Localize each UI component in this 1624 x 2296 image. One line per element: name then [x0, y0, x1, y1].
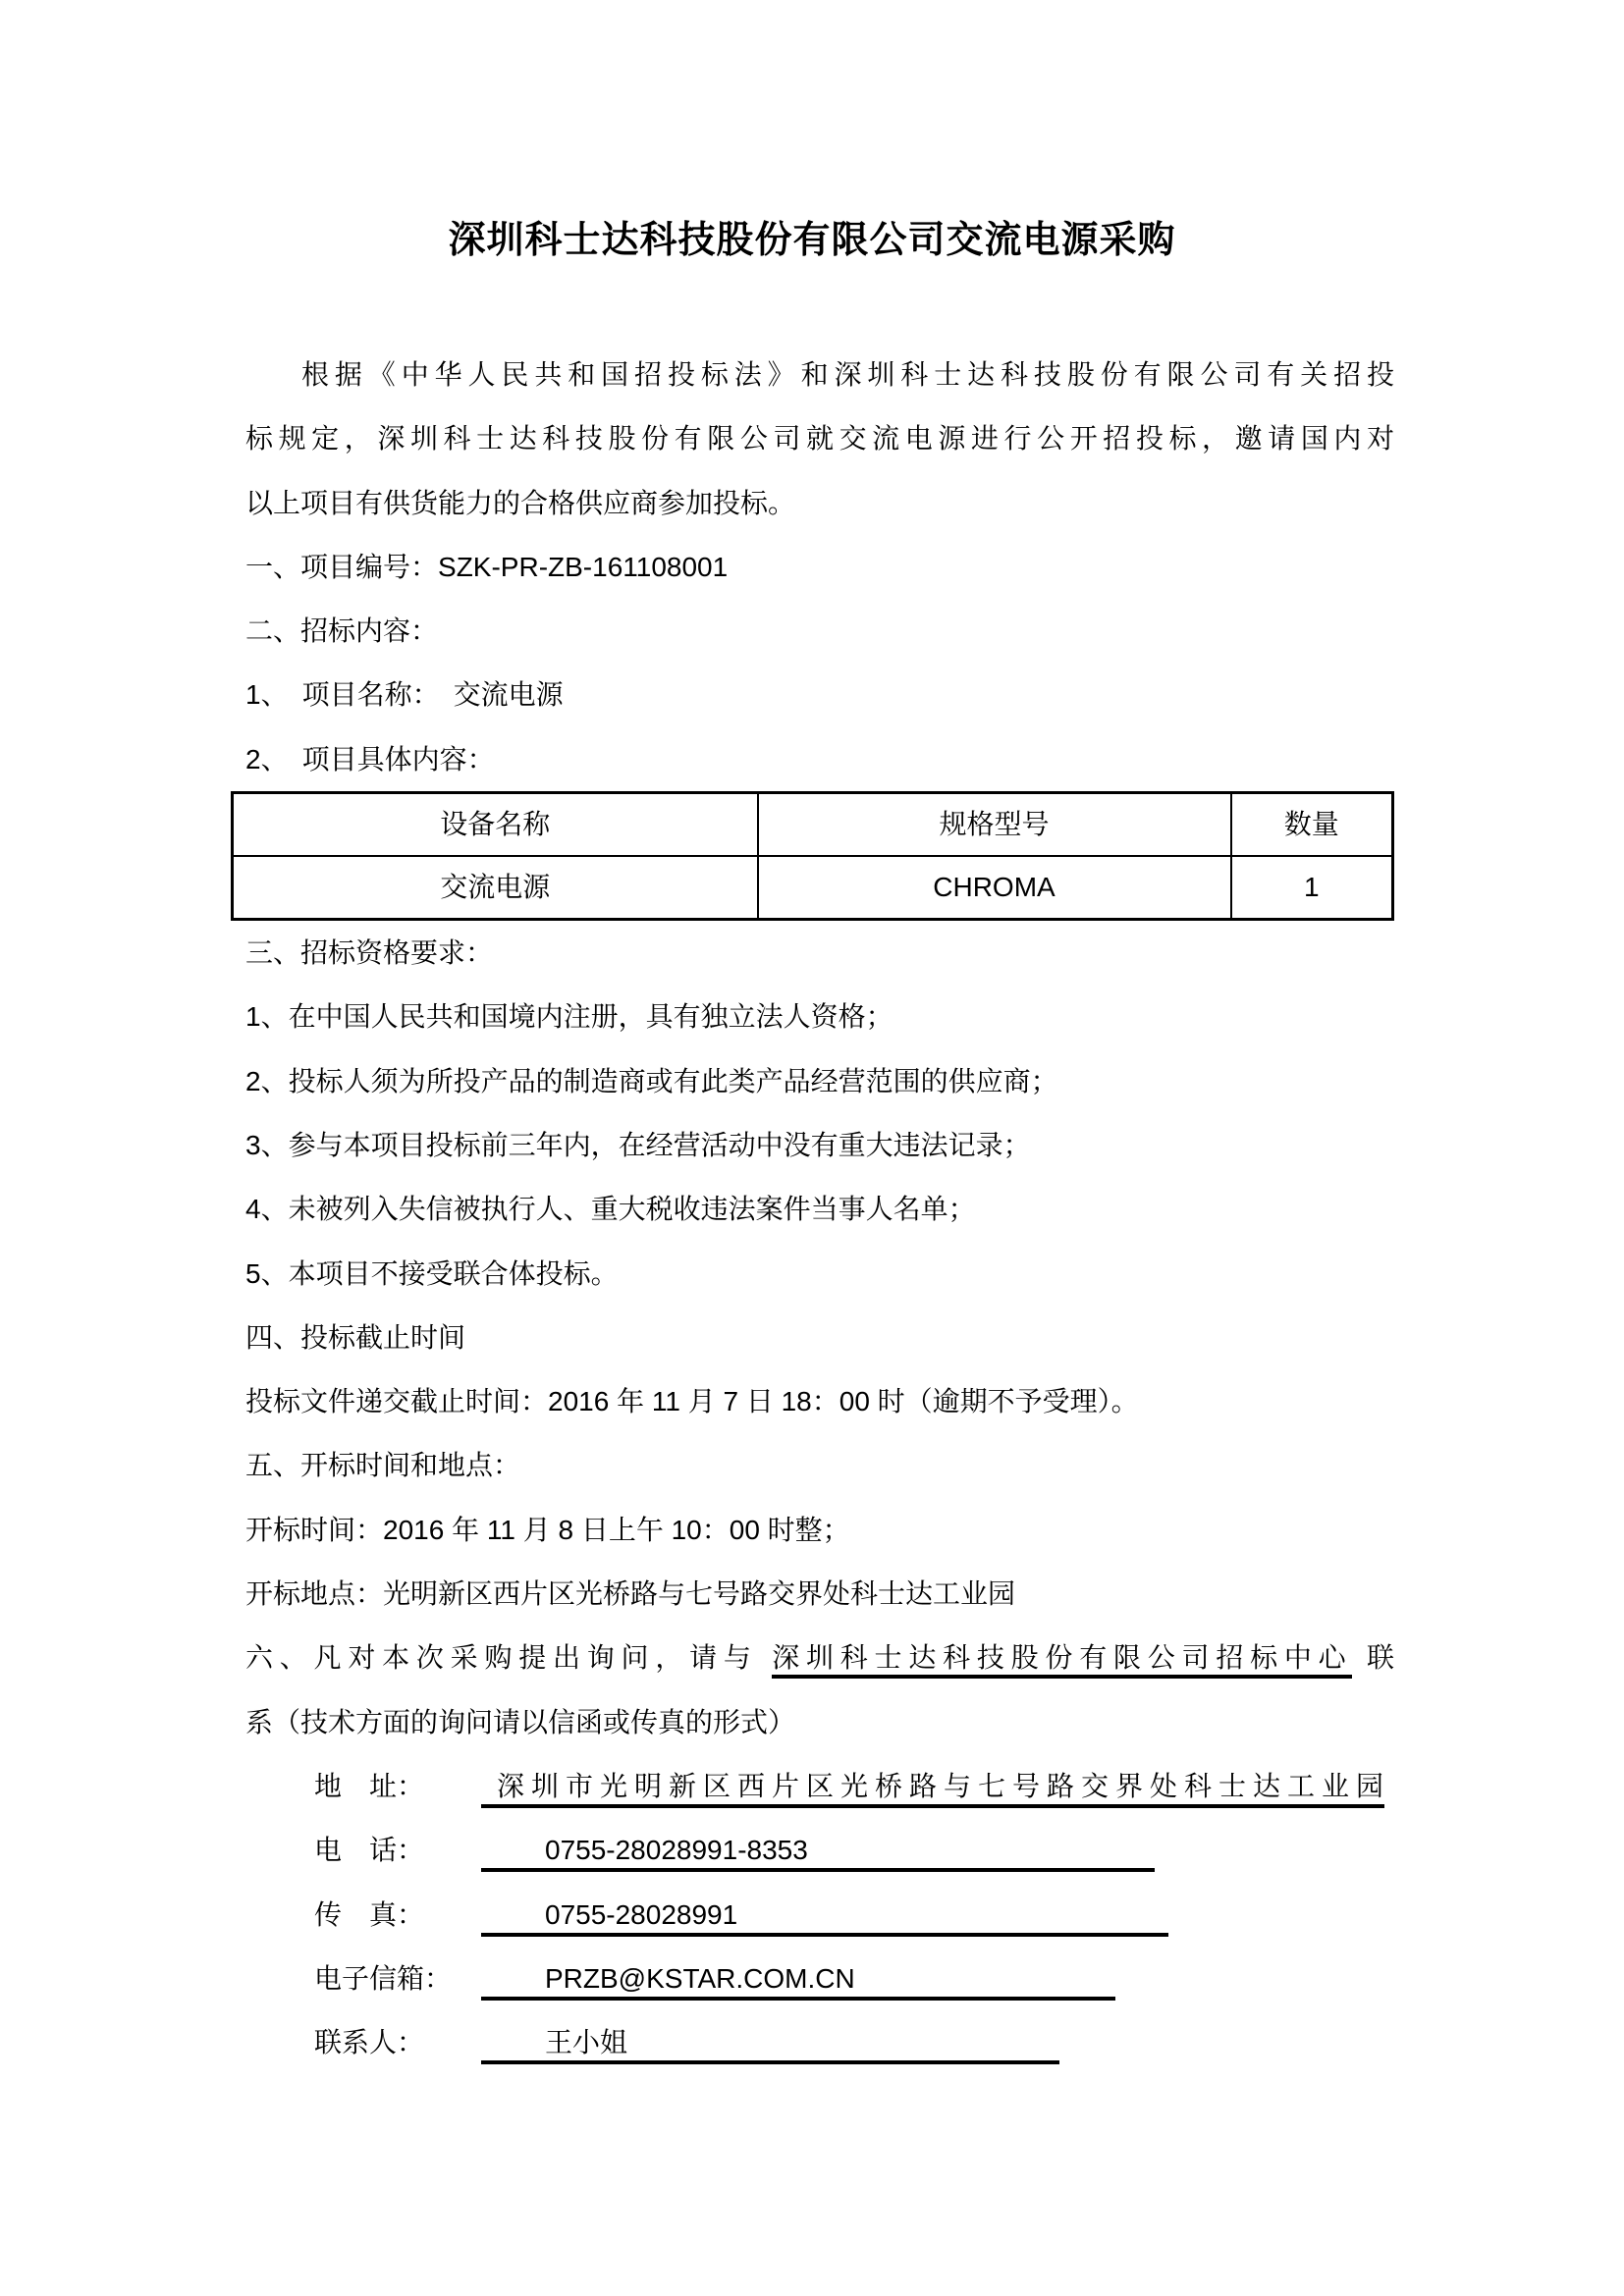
opening-place: 开标地点：光明新区西片区光桥路与七号路交界处科士达工业园 — [245, 1578, 1016, 1610]
project-number-value: SZK-PR-ZB-161108001 — [438, 551, 729, 582]
page-title: 深圳科士达科技股份有限公司交流电源采购 — [448, 220, 1176, 261]
address-label: 地 址： — [314, 1770, 425, 1801]
project-number-line — [245, 535, 1394, 599]
contact-row-person — [245, 2010, 1394, 2074]
bid-content-heading: 二、招标内容： — [245, 615, 439, 647]
spec-cell-device: 交流电源 — [233, 856, 758, 920]
inquiry-bid-center-underlined: 深圳科士达科技股份有限公司招标中心 — [772, 1642, 1352, 1679]
inquiry-line-2: 系（技术方面的询问请以信函或传真的形式） — [245, 1706, 796, 1737]
email-label: 电子信箱： — [314, 1962, 453, 1994]
qualification-item-1: 1、在中国人民共和国境内注册，具有独立法人资格； — [245, 1001, 893, 1033]
qualification-item-3: 3、参与本项目投标前三年内，在经营活动中没有重大违法记录； — [245, 1129, 1031, 1160]
inquiry-post-text: 联 — [1352, 1642, 1394, 1674]
qualification-item-4: 4、未被列入失信被执行人、重大税收违法案件当事人名单； — [245, 1194, 976, 1225]
contact-row-email — [245, 1947, 1394, 2010]
document-body — [245, 343, 1394, 2074]
intro-line-3: 以上项目有供货能力的合格供应商参加投标。 — [245, 487, 796, 518]
deadline-heading: 四、投标截止时间 — [245, 1321, 466, 1353]
phone-label: 电 话： — [314, 1835, 425, 1866]
phone-value: 0755-28028991-8353 — [481, 1833, 1155, 1872]
project-name-line — [245, 663, 1394, 726]
spec-cell-model: CHROMA — [758, 856, 1231, 920]
contact-row-phone — [245, 1818, 1394, 1882]
spec-header-model: 规格型号 — [758, 793, 1231, 857]
spec-cell-qty: 1 — [1231, 856, 1393, 920]
project-detail-heading: 2、 项目具体内容： — [245, 743, 495, 774]
intro-line-2: 标规定，深圳科士达科技股份有限公司就交流电源进行公开招投标，邀请国内对 — [245, 423, 1394, 454]
contact-row-address — [245, 1754, 1394, 1818]
spec-table-header-row — [233, 793, 1393, 857]
contact-person-label: 联系人： — [314, 2027, 425, 2058]
spec-header-device: 设备名称 — [233, 793, 758, 857]
opening-heading: 五、开标时间和地点： — [245, 1450, 521, 1481]
qualification-heading: 三、招标资格要求： — [245, 937, 494, 969]
intro-line-1: 根据《中华人民共和国招投标法》和深圳科士达科技股份有限公司有关招投 — [301, 359, 1394, 390]
fax-label: 传 真： — [314, 1898, 425, 1930]
qualification-item-5: 5、本项目不接受联合体投标。 — [245, 1257, 619, 1289]
deadline-text: 投标文件递交截止时间：2016 年 11 月 7 日 18：00 时（逾期不予受理）。 — [245, 1386, 1139, 1417]
fax-value: 0755-28028991 — [481, 1897, 1168, 1937]
spec-header-qty: 数量 — [1231, 793, 1393, 857]
spec-table — [231, 791, 1394, 921]
opening-time: 开标时间：2016 年 11 月 8 日上午 10：00 时整； — [245, 1514, 850, 1545]
project-name-label: 1、 项目名称： — [245, 679, 454, 711]
contact-row-fax — [245, 1883, 1394, 1947]
project-name-value: 交流电源 — [453, 679, 564, 711]
address-value: 深圳市光明新区西片区光桥路与七号路交界处科士达工业园 — [481, 1769, 1384, 1808]
inquiry-pre-text: 六、凡对本次采购提出询问，请与 — [245, 1642, 773, 1674]
inquiry-line-1 — [245, 1626, 1394, 1689]
email-value: PRZB@KSTAR.COM.CN — [481, 1961, 1115, 2001]
contact-person-value: 王小姐 — [481, 2025, 1059, 2064]
project-number-label: 一、项目编号： — [245, 551, 439, 582]
qualification-item-2: 2、投标人须为所投产品的制造商或有此类产品经营范围的供应商； — [245, 1065, 1058, 1096]
spec-table-data-row — [233, 856, 1393, 920]
